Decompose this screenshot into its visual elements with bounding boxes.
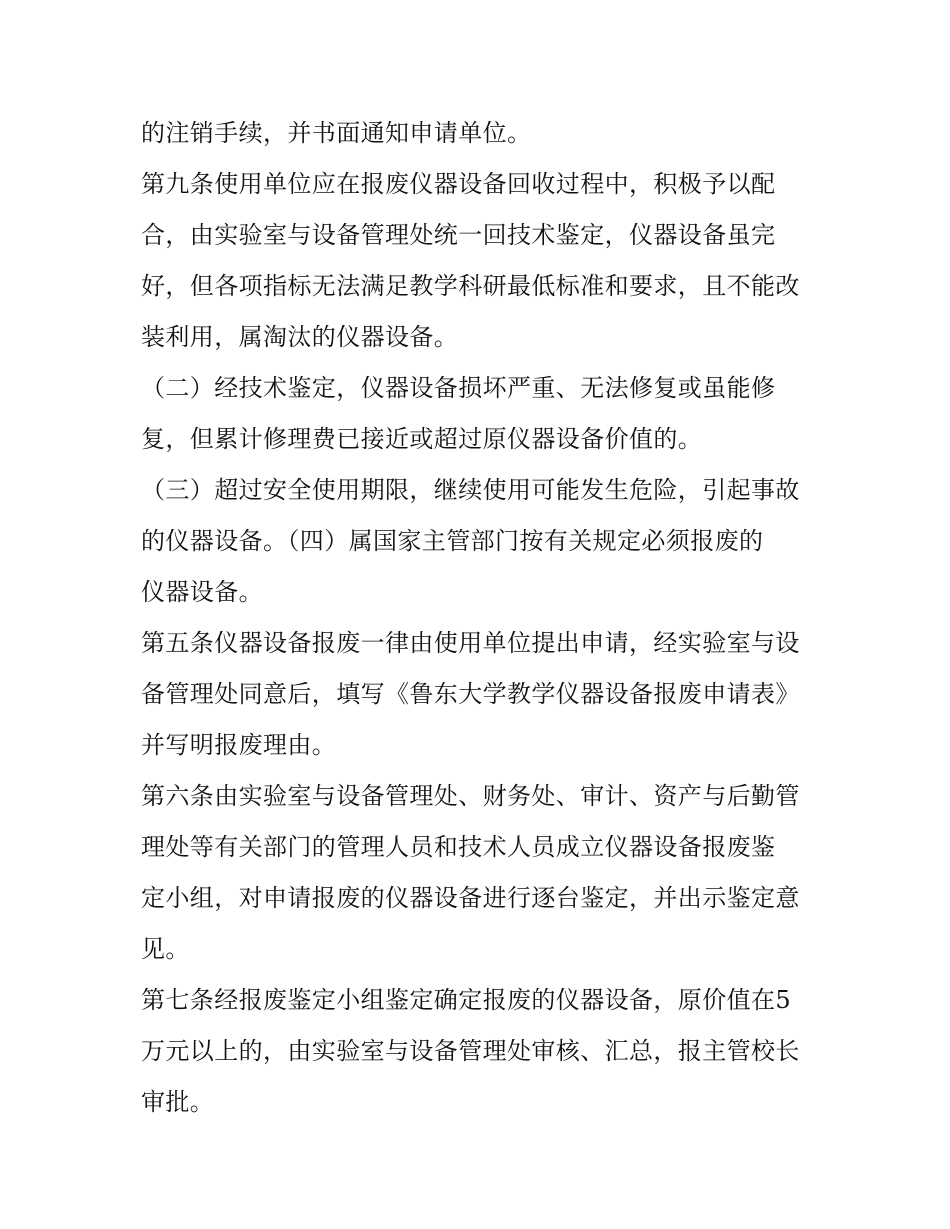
text-line-11: 第五条仪器设备报废一律由使用单位提出申请，经实验室与设 bbox=[141, 629, 800, 657]
text-line-13: 并写明报废理由。 bbox=[141, 731, 337, 759]
text-line-14: 第六条由实验室与设备管理处、财务处、审计、资产与后勤管 bbox=[141, 782, 800, 810]
text-line-5: 装利用，属淘汰的仪器设备。 bbox=[141, 323, 459, 351]
text-line-16: 定小组，对申请报废的仪器设备进行逐台鉴定，并出示鉴定意 bbox=[141, 884, 800, 912]
text-line-18: 第七条经报废鉴定小组鉴定确定报废的仪器设备，原价值在5 bbox=[141, 986, 792, 1014]
text-line-10: 仪器设备。 bbox=[141, 578, 263, 606]
text-line-6: （二）经技术鉴定，仪器设备损坏严重、无法修复或虽能修 bbox=[141, 374, 776, 402]
text-line-2: 第九条使用单位应在报废仪器设备回收过程中，积极予以配 bbox=[141, 170, 776, 198]
text-line-9: 的仪器设备。（四）属国家主管部门按有关规定必须报废的 bbox=[141, 527, 764, 555]
text-line-15: 理处等有关部门的管理人员和技术人员成立仪器设备报废鉴 bbox=[141, 833, 776, 861]
text-line-19: 万元以上的，由实验室与设备管理处审核、汇总，报主管校长 bbox=[141, 1037, 800, 1065]
text-line-1: 的注销手续，并书面通知申请单位。 bbox=[141, 119, 532, 147]
text-line-8: （三）超过安全使用期限，继续使用可能发生危险，引起事故 bbox=[141, 476, 800, 504]
text-line-4: 好，但各项指标无法满足教学科研最低标准和要求，且不能改 bbox=[141, 272, 800, 300]
document-body bbox=[141, 108, 816, 1128]
text-line-3: 合，由实验室与设备管理处统一回技术鉴定，仪器设备虽完 bbox=[141, 221, 776, 249]
text-line-12: 备管理处同意后，填写《鲁东大学教学仪器设备报废申请表》 bbox=[141, 680, 800, 708]
text-line-17: 见。 bbox=[141, 935, 190, 963]
text-line-7: 复，但累计修理费已接近或超过原仪器设备价值的。 bbox=[141, 425, 703, 453]
text-line-20: 审批。 bbox=[141, 1088, 215, 1116]
